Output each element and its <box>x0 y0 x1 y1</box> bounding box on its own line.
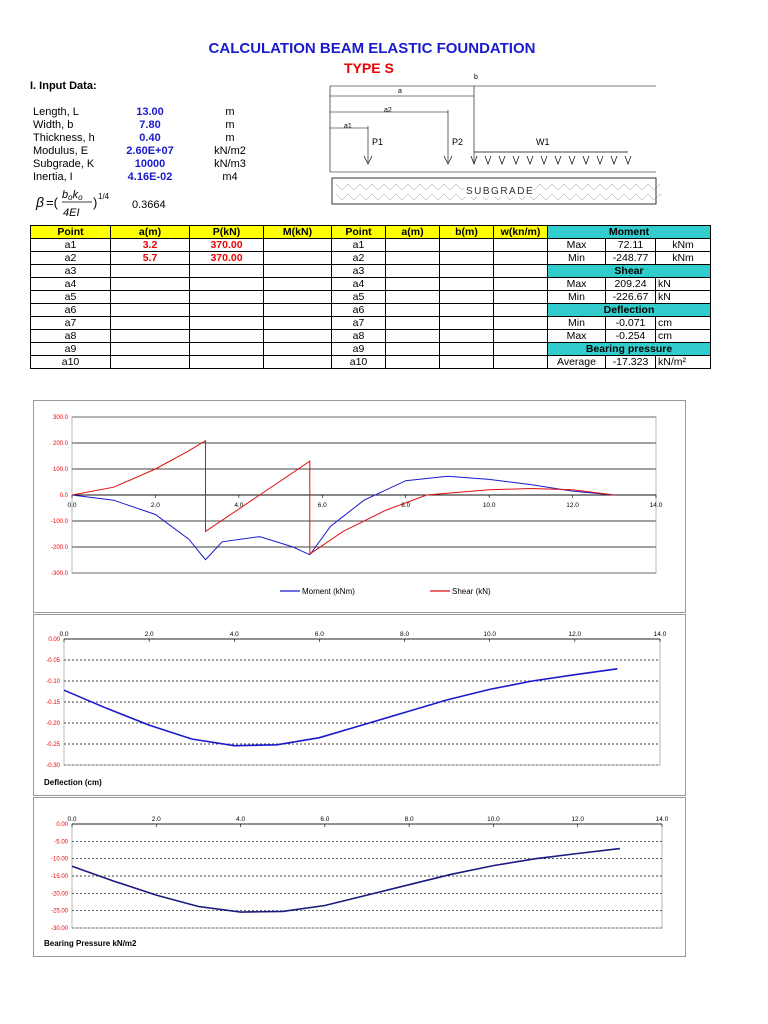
x-tick-label: 4.0 <box>234 502 244 509</box>
moment-header: Moment <box>548 226 711 239</box>
a-cell[interactable] <box>111 317 190 330</box>
table-row <box>548 356 711 369</box>
b-cell[interactable] <box>440 356 494 369</box>
a-cell[interactable] <box>386 330 440 343</box>
point-cell: a7 <box>332 317 386 330</box>
b-cell[interactable] <box>440 343 494 356</box>
loads-table <box>30 225 548 369</box>
p-cell[interactable] <box>190 304 264 317</box>
w-cell[interactable] <box>494 252 548 265</box>
y-tick-label: -15.00 <box>50 874 68 880</box>
p-cell[interactable] <box>190 291 264 304</box>
b-cell[interactable] <box>440 239 494 252</box>
point-cell: a5 <box>31 291 111 304</box>
result-value: -0.254 <box>606 330 656 343</box>
p-cell[interactable] <box>190 278 264 291</box>
w-cell[interactable] <box>494 265 548 278</box>
input-label: Width, b <box>33 119 74 131</box>
bearing-header: Bearing pressure <box>548 343 711 356</box>
shear-header: Shear <box>548 265 711 278</box>
y-tick-label: 0.0 <box>59 493 68 499</box>
input-value[interactable]: 2.60E+07 <box>126 145 174 157</box>
y-tick-label: -20.00 <box>50 891 68 898</box>
result-label: Min <box>548 317 606 330</box>
a-cell[interactable] <box>386 278 440 291</box>
p-cell[interactable]: 370.00 <box>190 252 264 265</box>
result-value: 209.24 <box>606 278 656 291</box>
table-row <box>31 252 548 265</box>
x-tick-label: 8.0 <box>400 631 410 638</box>
m-cell[interactable] <box>264 291 332 304</box>
y-tick-label: -0.05 <box>46 658 60 664</box>
series-line-b <box>72 441 614 554</box>
x-tick-label: 2.0 <box>144 631 154 638</box>
a-cell[interactable] <box>111 278 190 291</box>
deflection-chart-box <box>33 614 686 796</box>
a-cell[interactable] <box>386 304 440 317</box>
result-label: Average <box>548 356 606 369</box>
point-cell: a4 <box>31 278 111 291</box>
point-cell: a2 <box>332 252 386 265</box>
x-tick-label: 4.0 <box>229 631 239 638</box>
x-tick-label: 8.0 <box>404 816 414 823</box>
result-label: Min <box>548 291 606 304</box>
table-row <box>548 252 711 265</box>
svg-text:1/4: 1/4 <box>98 192 110 201</box>
point-cell: a4 <box>332 278 386 291</box>
result-value: -0.071 <box>606 317 656 330</box>
table-row <box>548 317 711 330</box>
a-cell[interactable] <box>386 252 440 265</box>
svg-text:4EI: 4EI <box>63 207 80 219</box>
svg-text:=(: =( <box>46 195 58 210</box>
input-unit: m <box>225 132 235 144</box>
table-row <box>31 304 548 317</box>
w-cell[interactable] <box>494 278 548 291</box>
input-unit: m4 <box>222 171 238 183</box>
y-tick-label: -0.30 <box>46 763 60 769</box>
result-unit: cm <box>656 330 711 343</box>
beta-formula <box>34 186 124 220</box>
a-cell[interactable] <box>111 330 190 343</box>
y-tick-label: -0.20 <box>46 721 60 727</box>
chart-label: Deflection (cm) <box>44 778 102 787</box>
table-row <box>31 278 548 291</box>
page-title: CALCULATION BEAM ELASTIC FOUNDATION <box>208 40 536 57</box>
w-cell[interactable] <box>494 291 548 304</box>
col-header: Point <box>31 226 111 239</box>
col-header: a(m) <box>111 226 190 239</box>
result-value: -248.77 <box>606 252 656 265</box>
input-label: Modulus, E <box>33 145 89 157</box>
input-value[interactable]: 4.16E-02 <box>127 171 173 183</box>
series-line-a <box>64 669 617 746</box>
x-tick-label: 6.0 <box>317 502 327 509</box>
p-cell[interactable] <box>190 356 264 369</box>
m-cell[interactable] <box>264 252 332 265</box>
legend-label: Shear (kN) <box>452 587 491 596</box>
w-cell[interactable] <box>494 317 548 330</box>
diagram-w1-label: W1 <box>536 137 550 147</box>
input-value[interactable]: 0.40 <box>139 132 161 144</box>
table-row <box>548 291 711 304</box>
a-cell[interactable] <box>386 317 440 330</box>
input-label: Inertia, I <box>33 171 73 183</box>
p-cell[interactable] <box>190 330 264 343</box>
y-tick-label: -30.00 <box>50 926 68 932</box>
a-cell[interactable] <box>386 356 440 369</box>
w-cell[interactable] <box>494 304 548 317</box>
y-tick-label: -200.0 <box>50 545 68 551</box>
table-row <box>31 356 548 369</box>
m-cell[interactable] <box>264 278 332 291</box>
result-unit: kN/m² <box>656 356 711 369</box>
input-heading: I. Input Data: <box>30 80 97 92</box>
a-cell[interactable]: 5.7 <box>111 252 190 265</box>
input-value[interactable]: 7.80 <box>139 119 161 131</box>
col-header: Point <box>332 226 386 239</box>
m-cell[interactable] <box>264 330 332 343</box>
svg-text:): ) <box>93 195 98 210</box>
chart-label: Bearing Pressure kN/m2 <box>44 939 137 948</box>
y-tick-label: -25.00 <box>50 908 68 915</box>
x-tick-label: 4.0 <box>236 816 246 823</box>
w-cell[interactable] <box>494 343 548 356</box>
table-row <box>548 239 711 252</box>
table-header-row <box>31 226 548 239</box>
result-unit: kNm <box>656 252 711 265</box>
col-header: P(kN) <box>190 226 264 239</box>
b-cell[interactable] <box>440 265 494 278</box>
a-cell[interactable] <box>111 291 190 304</box>
point-cell: a7 <box>31 317 111 330</box>
bearing-chart-box <box>33 797 686 957</box>
input-label: Subgrade, K <box>33 158 95 170</box>
x-tick-label: 10.0 <box>483 631 497 638</box>
p-cell[interactable] <box>190 317 264 330</box>
a-cell[interactable] <box>386 265 440 278</box>
b-cell[interactable] <box>440 291 494 304</box>
diagram-a2-label: a2 <box>384 107 392 114</box>
point-cell: a5 <box>332 291 386 304</box>
input-unit: kN/m3 <box>214 158 246 170</box>
result-value: -226.67 <box>606 291 656 304</box>
b-cell[interactable] <box>440 317 494 330</box>
m-cell[interactable] <box>264 343 332 356</box>
y-tick-label: 0.00 <box>56 822 68 828</box>
point-cell: a10 <box>31 356 111 369</box>
x-tick-label: 8.0 <box>401 502 411 509</box>
point-cell: a9 <box>31 343 111 356</box>
result-unit: kNm <box>656 239 711 252</box>
input-unit: m <box>225 119 235 131</box>
y-tick-label: -0.15 <box>46 700 60 706</box>
beta-value: 0.3664 <box>132 199 166 211</box>
y-tick-label: -0.10 <box>46 679 60 685</box>
result-label: Min <box>548 252 606 265</box>
b-cell[interactable] <box>440 252 494 265</box>
p-cell[interactable]: 370.00 <box>190 239 264 252</box>
diagram-p2-label: P2 <box>452 137 464 147</box>
x-tick-label: 12.0 <box>571 816 585 823</box>
table-row <box>31 317 548 330</box>
m-cell[interactable] <box>264 265 332 278</box>
subgrade-label: SUBGRADE <box>466 186 535 197</box>
table-row <box>31 239 548 252</box>
input-unit: m <box>225 106 235 118</box>
result-unit: kN <box>656 291 711 304</box>
x-tick-label: 12.0 <box>566 502 579 509</box>
p-cell[interactable] <box>190 265 264 278</box>
a-cell[interactable]: 3.2 <box>111 239 190 252</box>
bearing-chart <box>34 798 685 956</box>
result-value: 72.11 <box>606 239 656 252</box>
w-cell[interactable] <box>494 239 548 252</box>
w-cell[interactable] <box>494 356 548 369</box>
y-tick-label: -100.0 <box>50 519 68 525</box>
result-label: Max <box>548 239 606 252</box>
table-row <box>548 330 711 343</box>
load-arrows-icon <box>364 152 631 164</box>
y-tick-label: -10.00 <box>50 856 68 863</box>
point-cell: a8 <box>31 330 111 343</box>
a-cell[interactable] <box>111 304 190 317</box>
x-tick-label: 0.0 <box>59 631 69 638</box>
table-row <box>31 343 548 356</box>
x-tick-label: 12.0 <box>568 631 582 638</box>
beam-diagram <box>326 72 662 206</box>
x-tick-label: 2.0 <box>151 816 161 823</box>
b-cell[interactable] <box>440 304 494 317</box>
a-cell[interactable] <box>111 343 190 356</box>
result-unit: kN <box>656 278 711 291</box>
m-cell[interactable] <box>264 317 332 330</box>
input-unit: kN/m2 <box>214 145 246 157</box>
a-cell[interactable] <box>386 291 440 304</box>
a-cell[interactable] <box>386 343 440 356</box>
legend-label: Moment (kNm) <box>302 587 355 596</box>
deflection-chart <box>34 615 685 795</box>
x-tick-label: 0.0 <box>67 502 77 509</box>
a-cell[interactable] <box>111 356 190 369</box>
input-value[interactable]: 13.00 <box>136 106 164 118</box>
col-header: M(kN) <box>264 226 332 239</box>
series-line-a <box>72 849 620 913</box>
point-cell: a3 <box>31 265 111 278</box>
point-cell: a8 <box>332 330 386 343</box>
x-tick-label: 6.0 <box>320 816 330 823</box>
results-table <box>547 225 711 369</box>
b-cell[interactable] <box>440 330 494 343</box>
point-cell: a9 <box>332 343 386 356</box>
y-tick-label: -0.25 <box>46 742 60 748</box>
x-tick-label: 2.0 <box>150 502 160 509</box>
diagram-p1-label: P1 <box>372 137 384 147</box>
result-label: Max <box>548 330 606 343</box>
input-label: Thickness, h <box>33 132 95 144</box>
x-tick-label: 14.0 <box>655 816 669 823</box>
svg-text:boko: boko <box>62 189 83 202</box>
x-tick-label: 6.0 <box>314 631 324 638</box>
result-unit: cm <box>656 317 711 330</box>
col-header: b(m) <box>440 226 494 239</box>
point-cell: a1 <box>31 239 111 252</box>
point-cell: a3 <box>332 265 386 278</box>
m-cell[interactable] <box>264 304 332 317</box>
diagram-a-label: a <box>398 88 402 95</box>
input-label: Length, L <box>33 106 79 118</box>
m-cell[interactable] <box>264 239 332 252</box>
deflection-header: Deflection <box>548 304 711 317</box>
point-cell: a6 <box>31 304 111 317</box>
x-tick-label: 14.0 <box>649 502 663 509</box>
col-header: a(m) <box>386 226 440 239</box>
a-cell[interactable] <box>386 239 440 252</box>
svg-text:β: β <box>36 194 44 210</box>
x-tick-label: 10.0 <box>487 816 500 823</box>
result-value: -17.323 <box>606 356 656 369</box>
diagram-a1-label: a1 <box>344 123 352 130</box>
y-tick-label: 200.0 <box>52 441 68 447</box>
input-value[interactable]: 10000 <box>134 158 166 170</box>
point-cell: a2 <box>31 252 111 265</box>
p-cell[interactable] <box>190 343 264 356</box>
m-cell[interactable] <box>264 356 332 369</box>
result-label: Max <box>548 278 606 291</box>
y-tick-label: -300.0 <box>50 571 68 577</box>
input-list <box>0 106 300 186</box>
moment-shear-chart <box>34 401 685 612</box>
table-row <box>31 330 548 343</box>
table-row <box>548 278 711 291</box>
table-row <box>31 291 548 304</box>
a-cell[interactable] <box>111 265 190 278</box>
moment-shear-chart-box <box>33 400 686 613</box>
y-tick-label: -5.00 <box>54 839 68 846</box>
w-cell[interactable] <box>494 330 548 343</box>
y-tick-label: 100.0 <box>52 467 68 473</box>
x-tick-label: 10.0 <box>482 502 496 509</box>
point-cell: a1 <box>332 239 386 252</box>
point-cell: a6 <box>332 304 386 317</box>
type-label: TYPE S <box>344 60 394 76</box>
x-tick-label: 0.0 <box>67 816 77 823</box>
x-tick-label: 14.0 <box>653 631 667 638</box>
point-cell: a10 <box>332 356 386 369</box>
y-tick-label: 300.0 <box>52 415 68 421</box>
table-row <box>31 265 548 278</box>
b-cell[interactable] <box>440 278 494 291</box>
col-header: w(kn/m) <box>494 226 548 239</box>
diagram-b-label: b <box>474 74 478 81</box>
y-tick-label: 0.00 <box>48 637 60 643</box>
